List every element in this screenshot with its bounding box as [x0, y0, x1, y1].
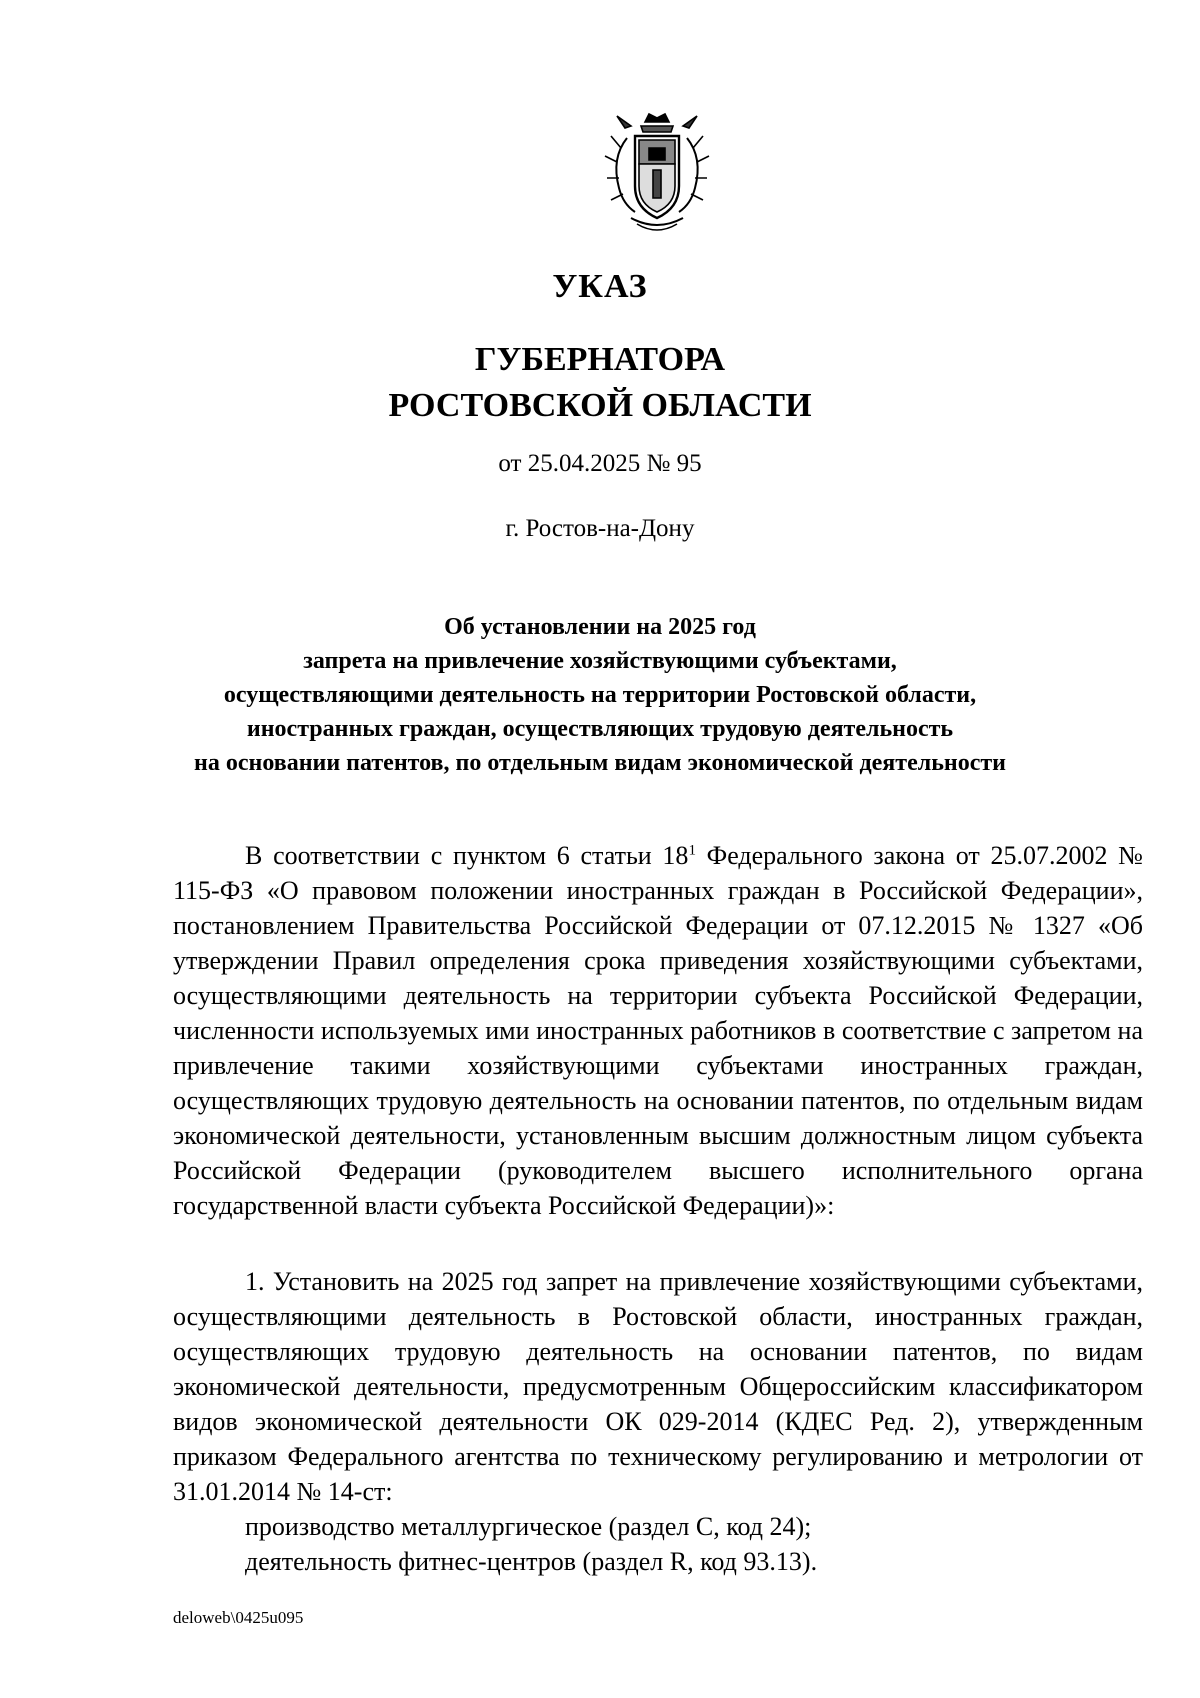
title-line: иностранных граждан, осуществляющих трудовую деятельность: [246, 716, 954, 742]
preamble-paragraph: [173, 838, 1143, 1223]
superscript: 1: [688, 842, 696, 859]
item-1: 1. Установить на 2025 год запрет на привлечение хозяйствующими субъектами, осуществляющими деятельность в Ростовской области, иностранных граждан, осуществляющих трудовую деятельность на основании патентов, по видам экономической деятельности, предусмотренным Общероссийским классификатором видов экономической деятельности ОК 029-2014 (КДЕС Ред. 2), утвержденным приказом Федерального агентства по техническому регулированию и метрологии от 31.01.2014 № 14-ст:: [173, 1267, 1143, 1506]
preamble-text: В соответствии с пунктом 6 статьи 18: [245, 841, 689, 870]
authority-line: РОСТОВСКОЙ ОБЛАСТИ: [388, 387, 812, 424]
preamble: [173, 838, 1143, 1223]
authority-line: ГУБЕРНАТОРА: [474, 341, 726, 378]
registry-code: deloweb\0425u095: [173, 1608, 304, 1627]
title-line: Об установлении на 2025 год: [444, 614, 756, 640]
decree-items: [173, 1264, 1143, 1579]
city: г. Ростов-на-Дону: [505, 515, 695, 542]
title-line: на основании патентов, по отдельным видам экономической деятельности: [194, 750, 1006, 776]
date-number: от 25.04.2025 № 95: [498, 450, 702, 477]
coat-of-arms-icon: [597, 108, 717, 238]
title-line: осуществляющими деятельность на территории Ростовской области,: [223, 682, 977, 708]
document-title: [0, 610, 1200, 780]
document-type: УКАЗ: [552, 268, 648, 305]
title-line: запрета на привлечение хозяйствующими субъектами,: [303, 648, 897, 674]
sub-item: производство металлургическое (раздел C, код 24);: [245, 1512, 812, 1541]
issuing-authority: [0, 337, 1200, 429]
sub-item: деятельность фитнес-центров (раздел R, код 93.13).: [245, 1547, 818, 1576]
preamble-text-cont: Федерального закона от 25.07.2002 № 115-ФЗ «О правовом положении иностранных граждан в Российской Федерации», постановлением Правительства Российской Федерации от 07.12.2015 № 1327 «Об утверждении Правил определения срока приведения хозяйствующими субъектами, осуществляющими деятельность на территории субъекта Российской Федерации, численности используемых ими иностранных работников в соответствие с запретом на привлечение такими хозяйствующими субъектами иностранных граждан, осуществляющих трудовую деятельность на основании патентов, по отдельным видам экономической деятельности, установленным высшим должностным лицом субъекта Российской Федерации (руководителем высшего исполнительного органа государственной власти субъекта Российской Федерации)»:: [173, 841, 1143, 1220]
